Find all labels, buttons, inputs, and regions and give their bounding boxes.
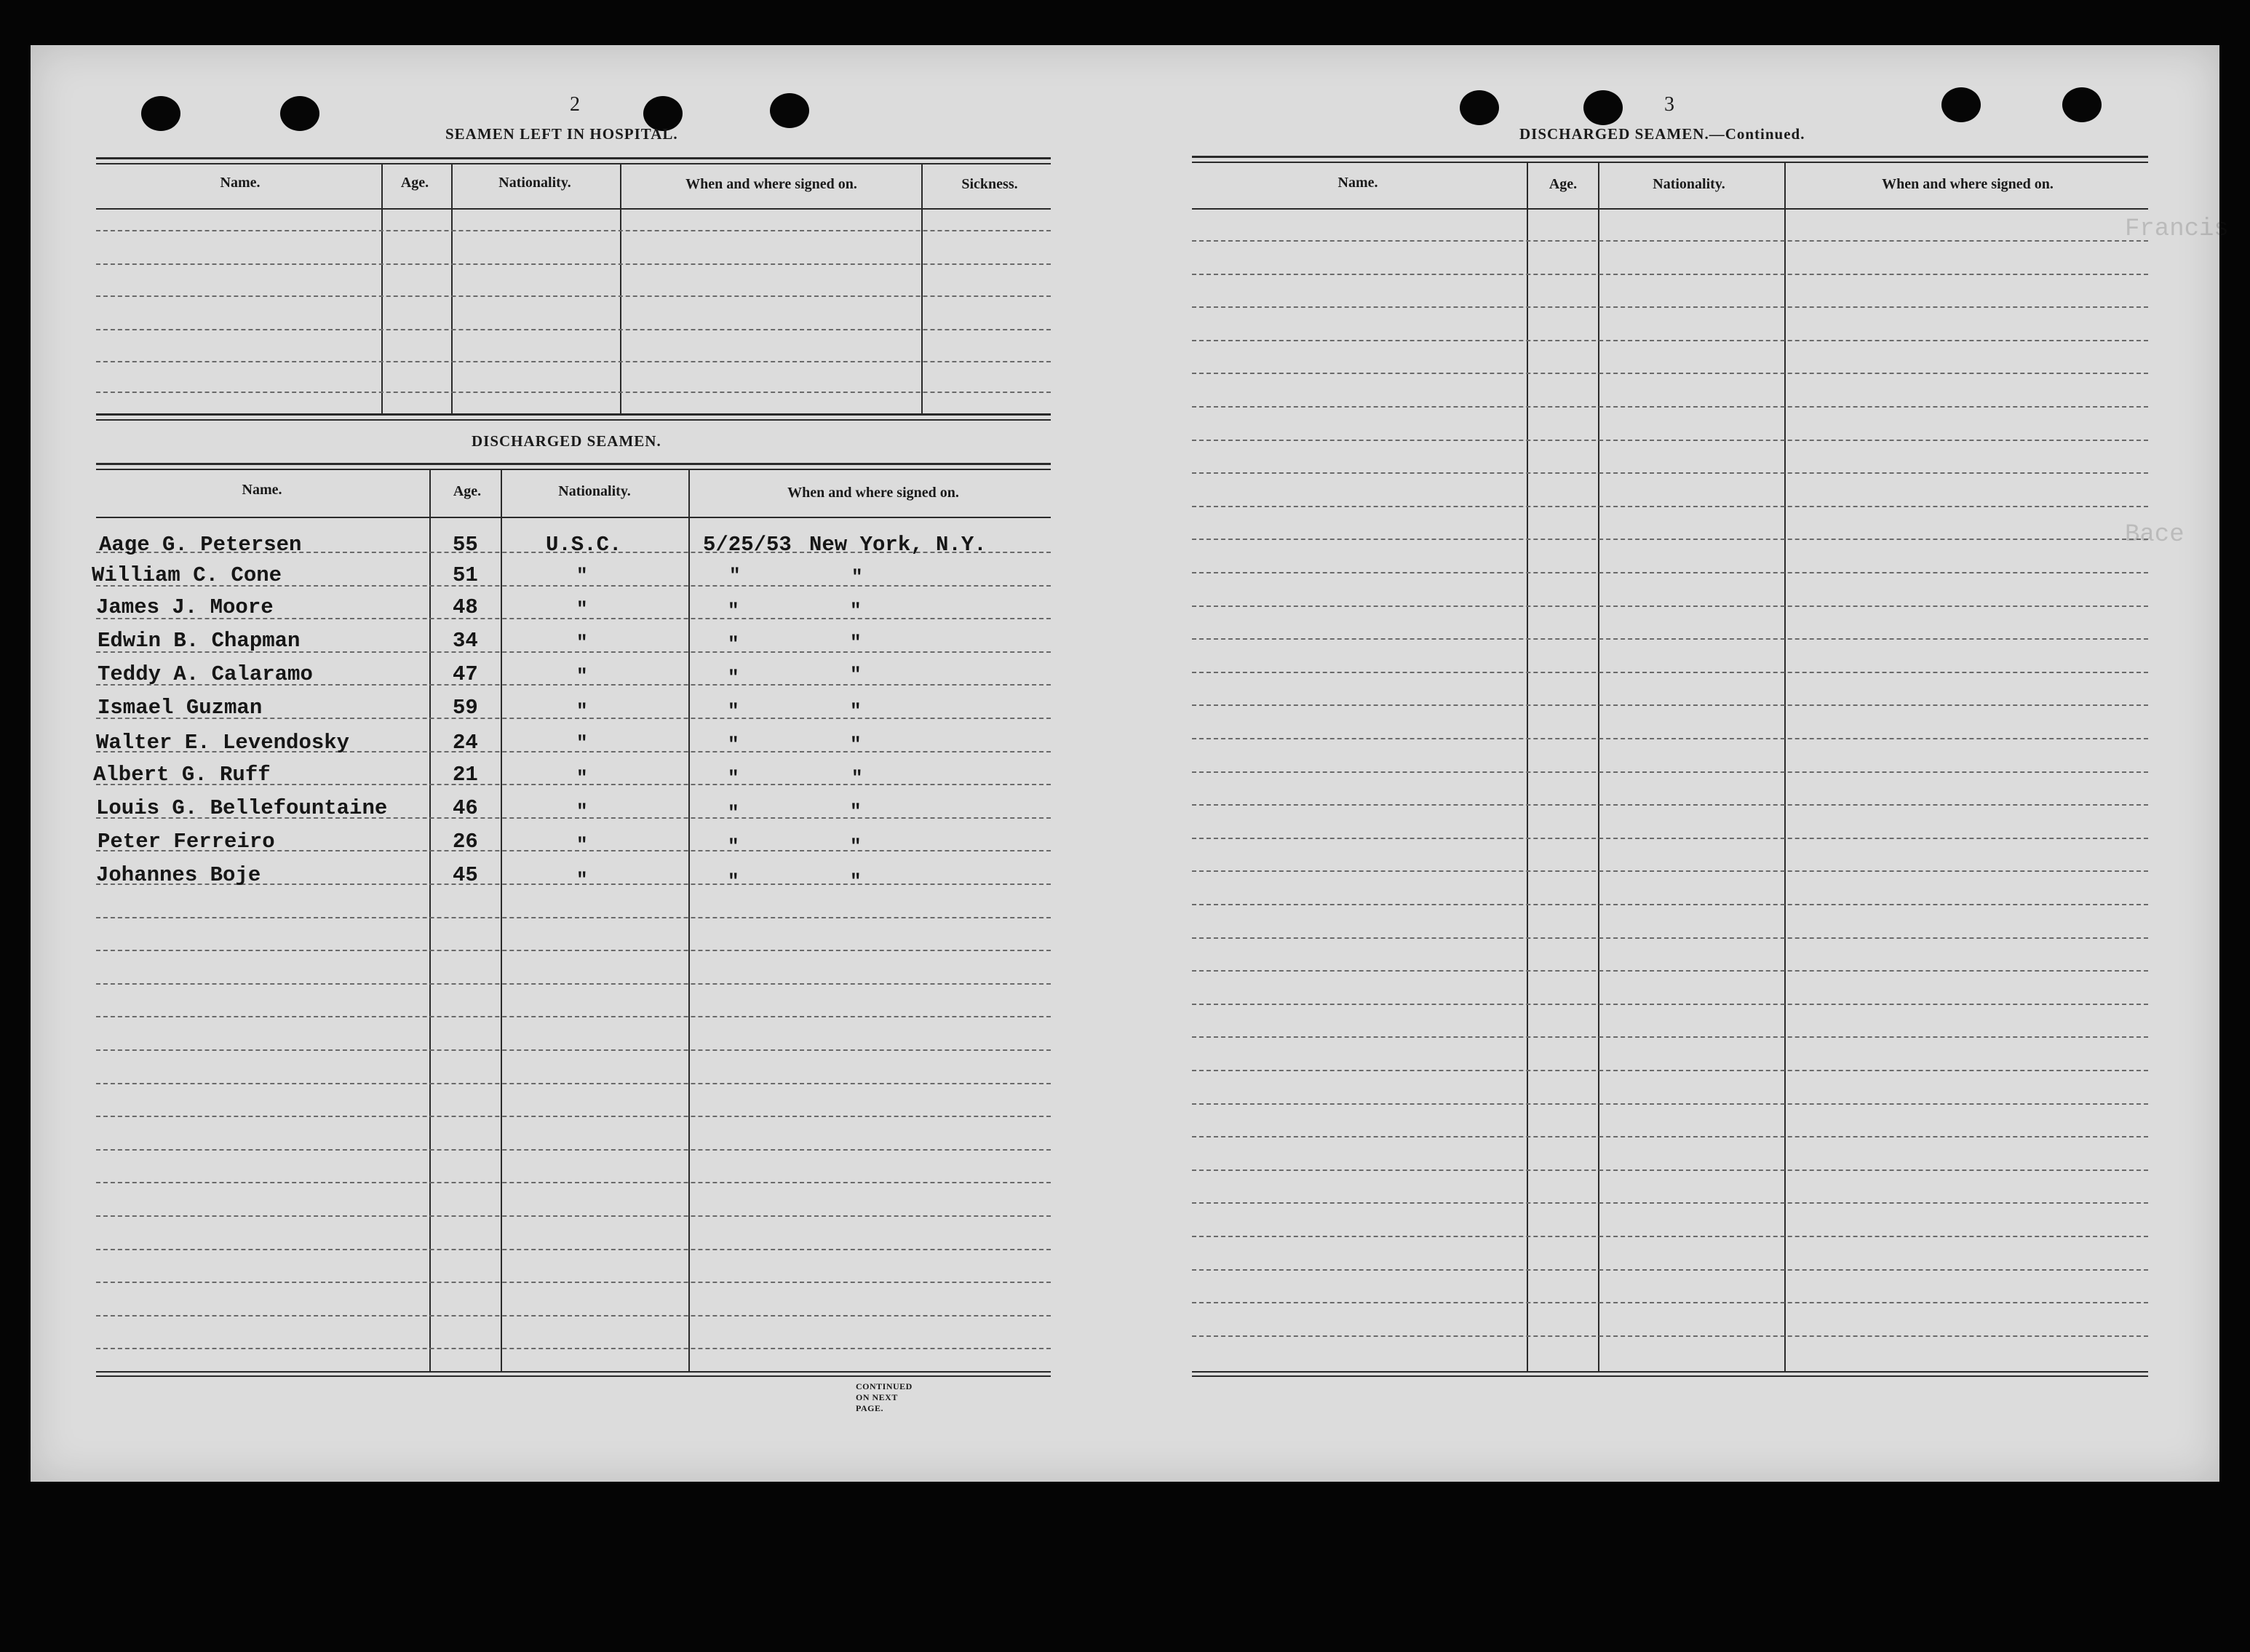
ruled-line bbox=[96, 950, 1051, 951]
ruled-line bbox=[1192, 240, 2148, 242]
ruled-line bbox=[96, 1315, 1051, 1317]
seaman-name: Peter Ferreiro bbox=[98, 830, 275, 854]
signed-date: 5/25/53 bbox=[703, 533, 792, 557]
column-header-signed-on: When and where signed on. bbox=[685, 176, 857, 192]
ditto-mark: " bbox=[576, 767, 588, 789]
column-divider bbox=[501, 470, 502, 1371]
ditto-mark: " bbox=[576, 834, 588, 856]
ditto-mark: " bbox=[851, 566, 863, 588]
column-header-signed-on: When and where signed on. bbox=[1882, 176, 2054, 192]
ruled-line bbox=[96, 295, 1051, 297]
ditto-mark: " bbox=[576, 632, 588, 654]
column-divider bbox=[1784, 163, 1786, 1371]
ruled-line bbox=[1192, 274, 2148, 275]
ruled-line bbox=[1192, 672, 2148, 673]
column-header-signed-on: When and where signed on. bbox=[787, 485, 959, 501]
top-rule bbox=[96, 463, 1051, 465]
bottom-rule bbox=[1192, 1375, 2148, 1377]
punch-hole bbox=[1460, 90, 1499, 125]
seaman-age: 24 bbox=[453, 731, 478, 755]
ruled-line bbox=[1192, 970, 2148, 972]
scanned-sheet bbox=[31, 45, 2219, 1482]
top-rule bbox=[96, 163, 1051, 164]
ditto-mark: " bbox=[728, 870, 739, 892]
seaman-age: 46 bbox=[453, 796, 478, 820]
discharged-continued-title: DISCHARGED SEAMEN.—Continued. bbox=[1519, 125, 1805, 143]
header-rule bbox=[1192, 208, 2148, 210]
page-number: 2 bbox=[570, 93, 580, 116]
ruled-line bbox=[1192, 771, 2148, 773]
column-header-nationality: Nationality. bbox=[1653, 176, 1725, 192]
seaman-name: William C. Cone bbox=[92, 563, 282, 587]
seaman-name: James J. Moore bbox=[96, 595, 274, 619]
ruled-line bbox=[1192, 340, 2148, 341]
hospital-section-title: SEAMEN LEFT IN HOSPITAL. bbox=[445, 125, 678, 143]
header-rule bbox=[96, 517, 1051, 518]
column-header-name: Name. bbox=[220, 175, 261, 191]
ruled-line bbox=[1192, 1269, 2148, 1271]
ditto-mark: " bbox=[851, 767, 863, 789]
seaman-nationality: U.S.C. bbox=[546, 533, 622, 557]
ruled-line bbox=[1192, 1136, 2148, 1137]
continued-note: CONTINUED ON NEXT PAGE. bbox=[856, 1381, 913, 1413]
ruled-line bbox=[1192, 472, 2148, 474]
ruled-line bbox=[1192, 406, 2148, 408]
seaman-age: 47 bbox=[453, 662, 478, 686]
ruled-line bbox=[1192, 1169, 2148, 1171]
ruled-line bbox=[96, 1049, 1051, 1051]
seaman-name: Edwin B. Chapman bbox=[98, 629, 301, 653]
ditto-mark: " bbox=[728, 700, 739, 722]
seaman-name: Johannes Boje bbox=[96, 863, 261, 887]
seaman-name: Walter E. Levendosky bbox=[96, 731, 350, 755]
bleed-through-text: Bace bbox=[2125, 521, 2185, 549]
ruled-line bbox=[1192, 738, 2148, 739]
ditto-mark: " bbox=[850, 801, 862, 822]
ruled-line bbox=[96, 263, 1051, 265]
ruled-line bbox=[1192, 306, 2148, 308]
seaman-name: Albert G. Ruff bbox=[93, 763, 271, 787]
punch-hole bbox=[770, 93, 809, 128]
ruled-line bbox=[1192, 1335, 2148, 1337]
column-divider bbox=[1598, 163, 1599, 1371]
ruled-line bbox=[96, 1083, 1051, 1084]
ruled-line bbox=[1192, 1070, 2148, 1071]
ruled-line bbox=[96, 329, 1051, 330]
ruled-line bbox=[1192, 1236, 2148, 1237]
column-header-name: Name. bbox=[242, 482, 282, 498]
ditto-mark: " bbox=[850, 870, 862, 892]
bottom-rule bbox=[1192, 1371, 2148, 1373]
punch-hole bbox=[141, 96, 180, 131]
column-divider bbox=[1527, 163, 1528, 1371]
ditto-mark: " bbox=[576, 665, 588, 687]
bottom-rule bbox=[96, 1375, 1051, 1377]
ruled-line bbox=[1192, 539, 2148, 540]
ruled-line bbox=[96, 1016, 1051, 1017]
ditto-mark: " bbox=[728, 734, 739, 755]
seaman-name: Ismael Guzman bbox=[98, 696, 263, 720]
ditto-mark: " bbox=[850, 734, 862, 755]
ruled-line bbox=[96, 1149, 1051, 1151]
top-rule bbox=[96, 157, 1051, 159]
header-rule bbox=[96, 208, 1051, 210]
ruled-line bbox=[1192, 804, 2148, 806]
column-header-sickness: Sickness. bbox=[961, 176, 1018, 192]
ruled-line bbox=[1192, 1302, 2148, 1303]
ruled-line bbox=[96, 1348, 1051, 1349]
ruled-line bbox=[96, 917, 1051, 918]
ditto-mark: " bbox=[576, 565, 588, 587]
punch-hole bbox=[1583, 90, 1623, 125]
ruled-line bbox=[1192, 937, 2148, 939]
ruled-line bbox=[96, 1182, 1051, 1183]
column-header-nationality: Nationality. bbox=[558, 483, 631, 499]
punch-hole bbox=[280, 96, 319, 131]
ditto-mark: " bbox=[576, 869, 588, 891]
seaman-name: Aage G. Petersen bbox=[99, 533, 302, 557]
punch-hole bbox=[1941, 87, 1981, 122]
ditto-mark: " bbox=[729, 565, 741, 587]
top-rule bbox=[1192, 156, 2148, 158]
section-rule bbox=[96, 419, 1051, 421]
column-divider bbox=[451, 164, 453, 415]
ruled-line bbox=[1192, 870, 2148, 872]
ruled-line bbox=[1192, 838, 2148, 839]
seaman-name: Teddy A. Calaramo bbox=[98, 662, 313, 686]
ruled-line bbox=[1192, 1202, 2148, 1204]
seaman-age: 26 bbox=[453, 830, 478, 854]
column-divider bbox=[429, 470, 431, 1371]
seaman-name: Louis G. Bellefountaine bbox=[96, 796, 388, 820]
bottom-rule bbox=[96, 1371, 1051, 1373]
seaman-age: 55 bbox=[453, 533, 478, 557]
ditto-mark: " bbox=[850, 700, 862, 722]
column-divider bbox=[921, 164, 923, 415]
ditto-mark: " bbox=[850, 835, 862, 857]
signed-place: New York, N.Y. bbox=[809, 533, 987, 557]
punch-hole bbox=[2062, 87, 2102, 122]
column-divider bbox=[620, 164, 621, 415]
ditto-mark: " bbox=[850, 664, 862, 686]
ruled-line bbox=[1192, 1004, 2148, 1005]
ruled-line bbox=[1192, 440, 2148, 441]
ditto-mark: " bbox=[728, 835, 739, 857]
column-header-age: Age. bbox=[400, 175, 429, 191]
ruled-line bbox=[1192, 638, 2148, 640]
ditto-mark: " bbox=[576, 598, 588, 620]
ditto-mark: " bbox=[850, 632, 862, 654]
seaman-age: 59 bbox=[453, 696, 478, 720]
column-header-age: Age. bbox=[453, 483, 482, 499]
ruled-line bbox=[1192, 605, 2148, 607]
ruled-line bbox=[1192, 904, 2148, 905]
ruled-line bbox=[96, 361, 1051, 362]
seaman-age: 34 bbox=[453, 629, 478, 653]
ruled-line bbox=[96, 1215, 1051, 1217]
ditto-mark: " bbox=[728, 767, 739, 789]
ditto-mark: " bbox=[576, 700, 588, 722]
ruled-line bbox=[1192, 373, 2148, 374]
ruled-line bbox=[1192, 1036, 2148, 1038]
seaman-age: 45 bbox=[453, 863, 478, 887]
seaman-age: 48 bbox=[453, 595, 478, 619]
bleed-through-text: Francis bbox=[2125, 215, 2229, 243]
page-number: 3 bbox=[1664, 93, 1674, 116]
ruled-line bbox=[1192, 572, 2148, 573]
ditto-mark: " bbox=[728, 667, 739, 688]
ditto-mark: " bbox=[728, 802, 739, 824]
ruled-line bbox=[1192, 506, 2148, 507]
column-divider bbox=[381, 164, 383, 415]
ditto-mark: " bbox=[728, 633, 739, 655]
ruled-line bbox=[96, 983, 1051, 985]
top-rule bbox=[96, 469, 1051, 470]
section-rule bbox=[96, 413, 1051, 416]
discharged-section-title: DISCHARGED SEAMEN. bbox=[472, 432, 661, 450]
ditto-mark: " bbox=[728, 600, 739, 622]
ruled-line bbox=[96, 1116, 1051, 1117]
ruled-line bbox=[96, 1249, 1051, 1250]
top-rule bbox=[1192, 162, 2148, 163]
seaman-age: 21 bbox=[453, 763, 478, 787]
column-header-nationality: Nationality. bbox=[498, 175, 571, 191]
column-header-name: Name. bbox=[1337, 175, 1378, 191]
ruled-line bbox=[96, 1282, 1051, 1283]
ditto-mark: " bbox=[850, 600, 862, 622]
ruled-line bbox=[1192, 1103, 2148, 1105]
ditto-mark: " bbox=[576, 732, 588, 754]
ruled-line bbox=[1192, 704, 2148, 706]
column-divider bbox=[688, 470, 690, 1371]
ruled-line bbox=[96, 392, 1051, 393]
column-header-age: Age. bbox=[1549, 176, 1578, 192]
ditto-mark: " bbox=[576, 801, 588, 822]
seaman-age: 51 bbox=[453, 563, 478, 587]
ruled-line bbox=[96, 230, 1051, 231]
